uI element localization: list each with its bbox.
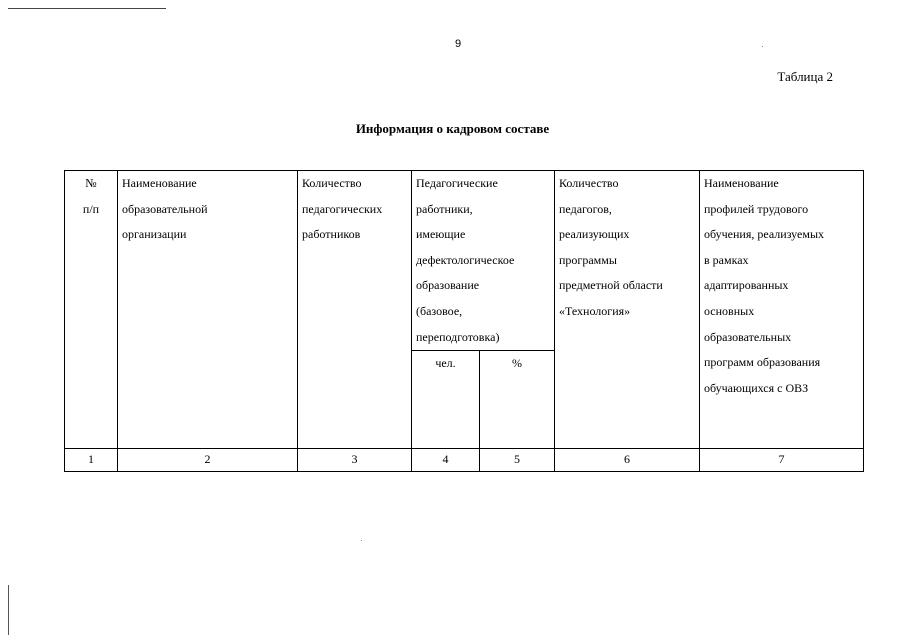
header-cell-labor-profiles: [700, 171, 864, 449]
header-cell-technology-teachers: [555, 171, 700, 449]
scan-speck: [361, 540, 362, 541]
document-title: Информация о кадровом составе: [355, 121, 550, 136]
page-number: 9: [454, 38, 462, 50]
scan-artifact-left-line: [8, 585, 9, 635]
column-number-cell: 7: [700, 449, 864, 472]
header-text: Наименование образовательной организации: [122, 176, 208, 242]
header-cell-number: [65, 171, 118, 449]
subheader-cell-percent: %: [480, 351, 555, 449]
staff-info-table: [64, 170, 864, 472]
column-number-cell: 4: [412, 449, 480, 472]
column-number-cell: 1: [65, 449, 118, 472]
header-text: Педагогические работники, имеющие дефектологическое образование (базовое, переподготовка): [416, 176, 515, 344]
column-numbers-row: [65, 449, 864, 472]
header-text: Количество педагогов, реализующих программы предметной области «Технология»: [559, 176, 663, 318]
column-number-cell: 3: [298, 449, 412, 472]
header-cell-defectology-staff: [412, 171, 555, 351]
header-cell-organization: [118, 171, 298, 449]
header-text: Наименование профилей трудового обучения, реализуемых в рамках адаптированных основных образовательных программ образования обучающихся с ОВЗ: [704, 176, 824, 395]
scan-artifact-top-line: [8, 8, 166, 9]
table-label: Таблица 2: [777, 69, 833, 84]
column-number-cell: 2: [118, 449, 298, 472]
header-text: Количество педагогических работников: [302, 176, 383, 242]
scan-speck: [762, 46, 763, 47]
header-cell-staff-count: [298, 171, 412, 449]
subheader-cell-persons: чел.: [412, 351, 480, 449]
column-number-cell: 6: [555, 449, 700, 472]
header-text: № п/п: [82, 176, 100, 216]
table-header-row: [65, 171, 864, 351]
column-number-cell: 5: [480, 449, 555, 472]
